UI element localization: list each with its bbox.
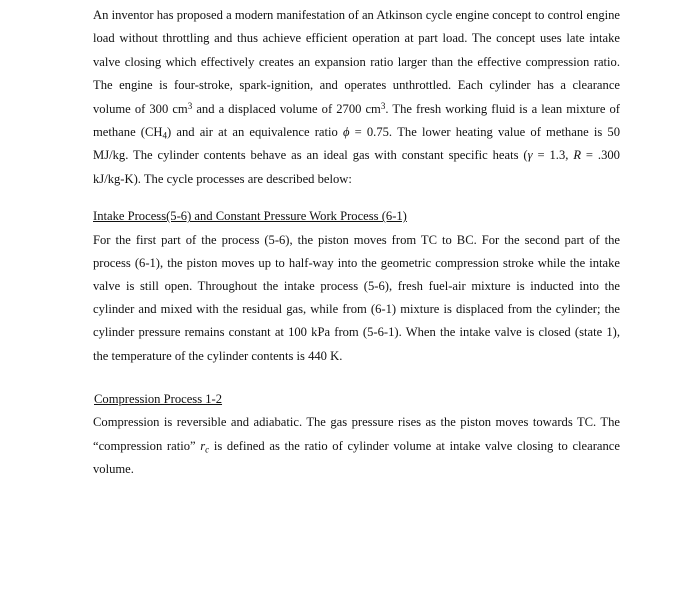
superscript-cubic-2: 3 (380, 100, 386, 111)
intro-text-1: An inventor has proposed a modern manifestation of an Atkinson cycle engine concept to control engine load without throttling and thus achieve efficient operation at part load. The concept uses late intake valve closing which effectively creates an expansion ratio larger than the effective compression ratio. The engine is four-stroke, spark-ignition, and operates unthrottled. Each cylinder has a clearance volume of 300 cm (93, 8, 620, 116)
document-page (93, 0, 620, 482)
compression-text-2: is defined as the ratio of cylinder volume at intake valve closing to clearance volume. (93, 438, 620, 477)
r-symbol: R (573, 148, 582, 163)
intake-process-heading: Intake Process(5-6) and Constant Pressure Work Process (6-1) (93, 209, 407, 224)
gamma-symbol: γ (527, 148, 533, 163)
intro-text-4: ) and air at an equivalence ratio (167, 125, 343, 140)
compression-text-1: Compression is reversible and adiabatic. The gas pressure rises as the piston moves towards TC. The “compression ratio” (93, 415, 620, 453)
intro-text-7: = .300 kJ/kg-K). The cycle processes are described below: (93, 148, 620, 186)
rc-subscript: c (205, 444, 210, 455)
compression-process-heading: Compression Process 1-2 (94, 391, 223, 406)
intro-text-5: = 0.75. The lower heating value of methane is 50 MJ/kg. The cylinder contents behave as an ideal gas with constant specific heats ( (93, 125, 620, 163)
superscript-cubic-1: 3 (187, 100, 193, 111)
intro-text-6: = 1.3, (532, 148, 574, 163)
intake-process-body: For the first part of the process (5-6), the piston moves from TC to BC. For the second part of the process (6-1), the piston moves up to half-way into the geometric compression stroke while the intake valve is still open. Throughout the intake process (5-6), fresh fuel-air mixture is inducted into the cylinder and mixed with the residual gas, while from (6-1) mixture is displaced from the cylinder; the cylinder pressure remains constant at 100 kPa from (5-6-1). When the intake valve is closed (state 1), the temperature of the cylinder contents is 440 K. (93, 232, 620, 363)
intro-text-2: and a displaced volume of 2700 cm (192, 101, 381, 116)
compression-process-body (93, 411, 620, 482)
intro-paragraph (93, 0, 620, 191)
subscript-four: 4 (162, 130, 168, 141)
rc-symbol: r (200, 438, 206, 453)
intro-text-3: . The fresh working fluid is a lean mixture of methane (CH (93, 101, 620, 140)
phi-symbol: ϕ (342, 125, 350, 140)
